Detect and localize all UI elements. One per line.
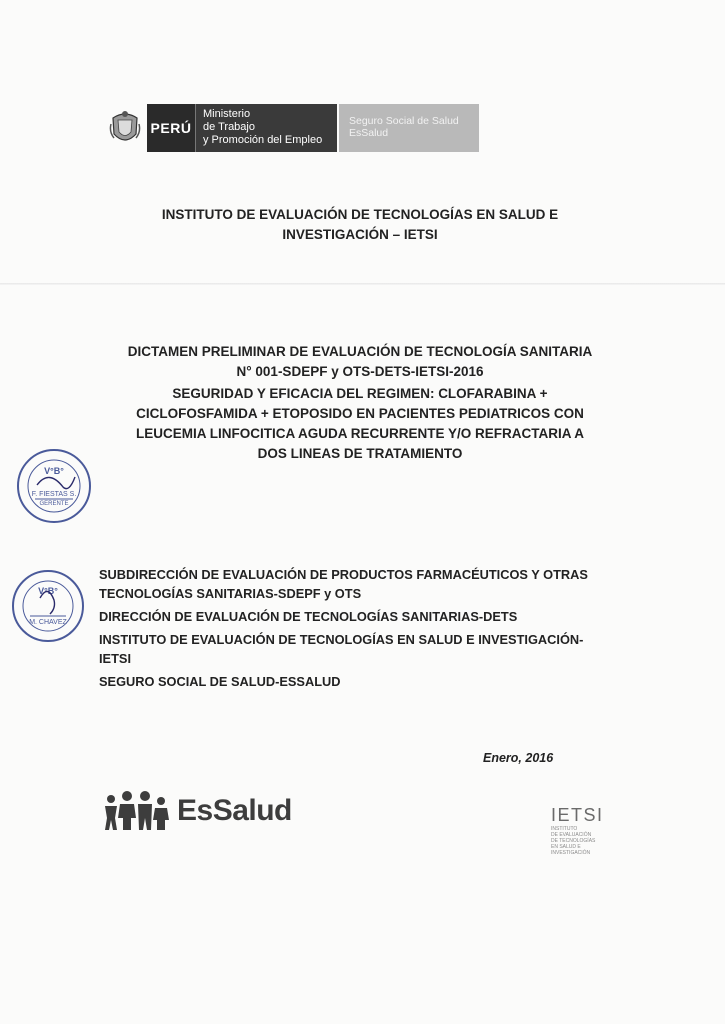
org-item-sdepf: SUBDIRECCIÓN DE EVALUACIÓN DE PRODUCTOS FARMACÉUTICOS Y OTRAS TECNOLOGÍAS SANITARIAS-SDEPF y OTS bbox=[99, 567, 588, 601]
essalud-wordmark: EsSalud bbox=[177, 794, 292, 827]
document-date: Enero, 2016 bbox=[483, 751, 554, 765]
institute-title: INSTITUTO DE EVALUACIÓN DE TECNOLOGÍAS EN SALUD E INVESTIGACIÓN – IETSI bbox=[161, 207, 559, 242]
family-figures-icon bbox=[103, 790, 173, 832]
stamp-2-label: V°B° bbox=[38, 586, 58, 596]
org-item-essalud: SEGURO SOCIAL DE SALUD-ESSALUD bbox=[99, 674, 341, 689]
ietsi-logo-title: IETSI bbox=[551, 805, 604, 825]
ietsi-logo-subtitle: INSTITUTO DE EVALUACIÓN DE TECNOLOGÍAS EN SALUD E INVESTIGACIÓN bbox=[551, 826, 596, 856]
stamp-1-label: V°B° bbox=[44, 466, 64, 476]
approval-stamp-2 bbox=[10, 568, 86, 649]
stamp-1-name: F. FIESTAS S. bbox=[31, 491, 77, 498]
org-item-dets: DIRECCIÓN DE EVALUACIÓN DE TECNOLOGÍAS SANITARIAS-DETS bbox=[99, 609, 518, 624]
page-fold-line bbox=[0, 283, 725, 285]
coat-of-arms-icon bbox=[103, 104, 147, 152]
organizations-list bbox=[99, 565, 629, 695]
approval-stamp-1 bbox=[15, 447, 93, 530]
dictamen-title: DICTAMEN PRELIMINAR DE EVALUACIÓN DE TECNOLOGÍA SANITARIA N° 001-SDEPF y OTS-DETS-IETSI-2016 bbox=[127, 344, 593, 379]
ietsi-logo bbox=[551, 806, 604, 856]
country-label: PERÚ bbox=[147, 104, 195, 152]
document-subject: SEGURIDAD Y EFICACIA DEL REGIMEN: CLOFARABINA + CICLOFOSFAMIDA + ETOPOSIDO EN PACIENTES PEDIATRICOS CON LEUCEMIA LINFOCITICA AGUDA RECURRENTE Y/O REFRACTARIA A DOS LINEAS DE TRATAMIENTO bbox=[136, 386, 584, 461]
stamp-1-role: GERENTE bbox=[39, 501, 69, 507]
org-item-ietsi: INSTITUTO DE EVALUACIÓN DE TECNOLOGÍAS EN SALUD E INVESTIGACIÓN- IETSI bbox=[99, 632, 584, 666]
gov-header-logo bbox=[103, 104, 479, 152]
agency-label: Seguro Social de Salud EsSalud bbox=[339, 104, 479, 152]
ministry-label: Ministerio de Trabajo y Promoción del Empleo bbox=[195, 104, 337, 152]
stamp-2-name: M. CHAVEZ bbox=[29, 619, 67, 626]
essalud-logo bbox=[103, 790, 292, 832]
